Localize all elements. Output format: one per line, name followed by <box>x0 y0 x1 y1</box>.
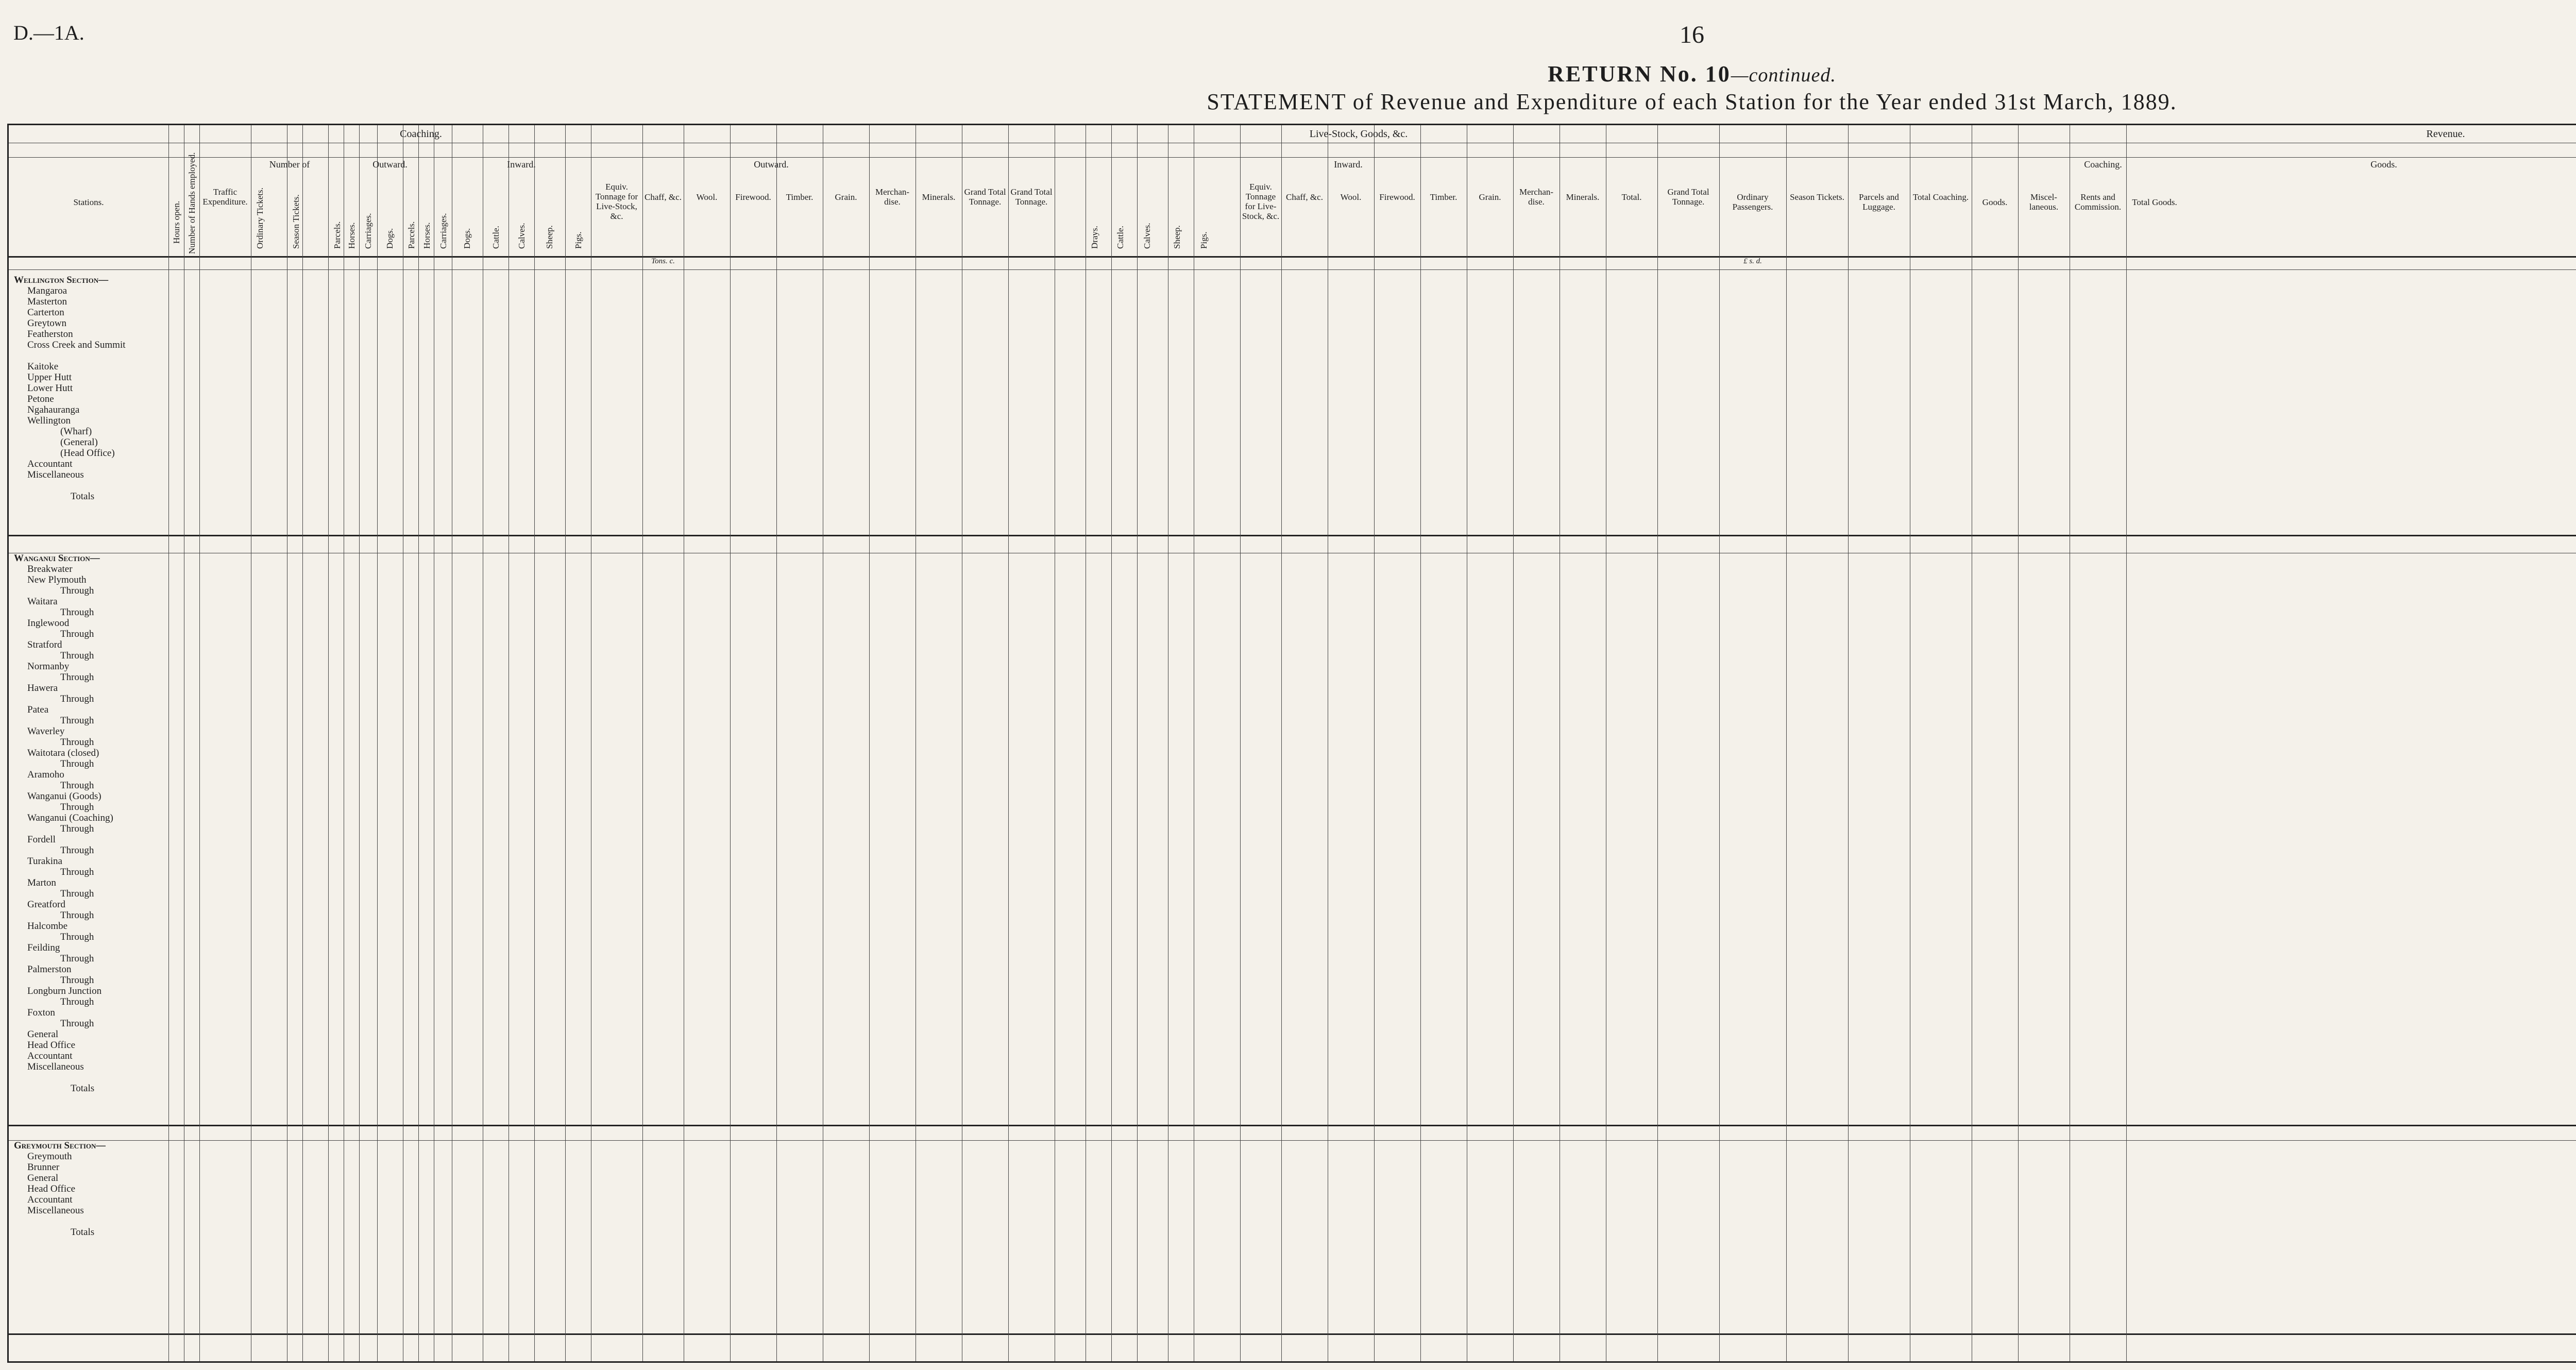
station-row: Totals <box>71 491 95 502</box>
total-goods-header: Total Goods. <box>2132 197 2177 207</box>
station-row: Through <box>60 888 94 899</box>
in-timber-header: Timber. <box>1430 192 1458 202</box>
section-0 <box>14 275 126 502</box>
station-row: Accountant <box>27 459 73 469</box>
station-row: Waitotara (closed) <box>27 748 99 758</box>
station-row: Wanganui Section— <box>14 553 100 564</box>
coaching-outward-header: Outward. <box>372 159 408 170</box>
station-row: Through <box>60 932 94 942</box>
page-number: 16 <box>1680 21 1704 48</box>
in-horses-header: Horses. <box>422 222 432 249</box>
coaching-inward-header: Inward. <box>507 159 536 170</box>
station-row: Turakina <box>27 856 62 867</box>
out-merchandise-header: Merchan-dise. <box>875 187 910 207</box>
out-wool-header: Wool. <box>696 192 718 202</box>
out-timber-header: Timber. <box>786 192 814 202</box>
station-row <box>14 1216 106 1227</box>
in-sheep-header: Sheep. <box>1172 225 1182 249</box>
station-row: (Wharf) <box>60 426 92 437</box>
out-carriages-header: Carriages. <box>363 213 373 249</box>
station-row: Totals <box>71 1083 95 1094</box>
goods-outward-header: Outward. <box>754 159 789 170</box>
revenue-expenditure-table <box>7 124 2576 1363</box>
in-total-header: Total. <box>1621 192 1642 202</box>
station-row: Greymouth <box>27 1151 72 1162</box>
unit-tons: Tons. c. <box>651 257 675 265</box>
station-row: Hawera <box>27 683 58 694</box>
ordinary-tickets-header: Ordinary Tickets. <box>255 188 265 249</box>
in-pigs-header: Pigs. <box>1199 231 1209 249</box>
station-row: Through <box>60 780 94 791</box>
out-equiv-tonnage-header: Equiv. Tonnage for Live-Stock, &c. <box>595 182 638 221</box>
station-row: General <box>27 1173 59 1183</box>
in-carriages-header: Carriages. <box>438 213 448 249</box>
station-row: Miscellaneous <box>27 1205 84 1216</box>
station-row: Waitara <box>27 596 58 607</box>
station-row: Marton <box>27 877 56 888</box>
station-row: Through <box>60 1018 94 1029</box>
return-title <box>0 61 2576 87</box>
page-header <box>0 0 2576 129</box>
station-row: Greatford <box>27 899 65 910</box>
traffic-expenditure-header: Traffic Expenditure. <box>202 187 248 207</box>
station-row <box>14 1072 113 1083</box>
station-row: Cross Creek and Summit <box>27 340 126 350</box>
rents-commission-header: Rents and Commission. <box>2074 192 2122 212</box>
out-horses-header: Horses. <box>347 222 357 249</box>
in-grain-header: Grain. <box>1479 192 1501 202</box>
station-row: Through <box>60 996 94 1007</box>
total-coaching-header: Total Coaching. <box>1912 192 1969 202</box>
station-row: Head Office <box>27 1040 76 1051</box>
station-row: Ngahauranga <box>27 404 80 415</box>
statement-title: STATEMENT of Revenue and Expenditure of each Station for the Year ended 31st March, 1889. <box>1207 89 2177 114</box>
station-row: Miscellaneous <box>27 469 84 480</box>
station-row: Carterton <box>27 307 64 318</box>
station-row: Wellington <box>27 415 71 426</box>
station-row: Through <box>60 867 94 877</box>
document-id: D.—1A. <box>13 21 84 44</box>
station-row: Inglewood <box>27 618 70 629</box>
station-row: Petone <box>27 394 54 404</box>
out-firewood-header: Firewood. <box>735 192 771 202</box>
return-title-text: RETURN No. 10 <box>1548 61 1731 87</box>
in-drays-header: Drays. <box>1090 226 1099 249</box>
coaching-group-header: Coaching. <box>400 128 442 140</box>
in-grand-total-tonnage-header: Grand Total Tonnage. <box>1667 187 1709 207</box>
out-sheep-header: Sheep. <box>545 225 554 249</box>
revenue-coaching-header: Coaching. <box>2084 159 2122 170</box>
station-row: Greymouth Section— <box>14 1140 106 1151</box>
out-calves-header: Calves. <box>517 223 527 249</box>
station-row: Greytown <box>27 318 66 329</box>
goods-inward-header: Inward. <box>1334 159 1363 170</box>
station-row: Lower Hutt <box>27 383 73 394</box>
station-row: General <box>27 1029 59 1040</box>
station-row: Through <box>60 672 94 683</box>
station-row: Wellington Section— <box>14 275 109 285</box>
unit-money: £ s. d. <box>1743 257 1762 265</box>
in-dogs-header: Dogs. <box>462 228 472 249</box>
station-row: Mangaroa <box>27 285 67 296</box>
in-parcels-header: Parcels. <box>406 221 416 249</box>
station-row: Palmerston <box>27 964 72 975</box>
station-row: Wanganui (Goods) <box>27 791 101 802</box>
stations-header: Stations. <box>73 197 104 207</box>
revenue-group-header: Revenue. <box>2426 128 2465 140</box>
out-dogs-header: Dogs. <box>385 228 395 249</box>
in-calves-header: Calves. <box>1142 223 1152 249</box>
out-grain-header: Grain. <box>835 192 857 202</box>
station-row: Feilding <box>27 942 60 953</box>
station-row: Upper Hutt <box>27 372 72 383</box>
station-row: Through <box>60 975 94 986</box>
parcels-luggage-header: Parcels and Luggage. <box>1859 192 1899 212</box>
livestock-goods-group-header: Live-Stock, Goods, &c. <box>1309 128 1408 140</box>
station-row: Waverley <box>27 726 65 737</box>
station-row: Accountant <box>27 1194 73 1205</box>
station-row: Stratford <box>27 639 62 650</box>
station-row: Miscellaneous <box>27 1061 84 1072</box>
station-row: Through <box>60 758 94 769</box>
out-minerals-header: Minerals. <box>922 192 956 202</box>
in-chaff-header: Chaff, &c. <box>1286 192 1323 202</box>
station-row: Totals <box>71 1227 95 1238</box>
station-row: Through <box>60 737 94 748</box>
in-minerals-header: Minerals. <box>1566 192 1600 202</box>
section-1 <box>14 553 113 1094</box>
station-row: Through <box>60 629 94 639</box>
station-row: Aramoho <box>27 769 64 780</box>
station-row: Through <box>60 650 94 661</box>
out-parcels-header: Parcels. <box>332 221 342 249</box>
section-2 <box>14 1140 106 1238</box>
return-title-suffix: —continued. <box>1731 64 1836 86</box>
in-merchandise-header: Merchan-dise. <box>1519 187 1554 207</box>
station-row: Fordell <box>27 834 56 845</box>
number-employed-header: Number of Hands employed. <box>187 152 197 254</box>
station-row: (General) <box>60 437 98 448</box>
station-row: Kaitoke <box>27 361 59 372</box>
station-row: Through <box>60 585 94 596</box>
station-row: Accountant <box>27 1051 73 1061</box>
station-row: Through <box>60 823 94 834</box>
station-row: Halcombe <box>27 921 68 932</box>
station-row: Longburn Junction <box>27 986 102 996</box>
in-cattle-header: Cattle. <box>1115 226 1125 249</box>
in-firewood-header: Firewood. <box>1379 192 1415 202</box>
station-row: Through <box>60 953 94 964</box>
station-row: Foxton <box>27 1007 55 1018</box>
station-row: (Head Office) <box>60 448 115 459</box>
station-row: Normanby <box>27 661 70 672</box>
miscellaneous-header: Miscel-laneous. <box>2029 192 2059 212</box>
station-row: Through <box>60 845 94 856</box>
in-wool-header: Wool. <box>1340 192 1362 202</box>
season-tickets-header: Season Tickets. <box>291 194 301 249</box>
hours-open-header: Hours open. <box>172 200 181 244</box>
station-row: Through <box>60 910 94 921</box>
station-row: Masterton <box>27 296 67 307</box>
station-row: Brunner <box>27 1162 60 1173</box>
ordinary-passengers-header: Ordinary Passengers. <box>1732 192 1773 212</box>
in-equiv-tonnage-header: Equiv. Tonnage for Live-Stock, &c. <box>1242 182 1280 221</box>
station-row: Through <box>60 607 94 618</box>
station-row: Head Office <box>27 1183 76 1194</box>
out-pigs-header: Pigs. <box>573 231 583 249</box>
number-of-header: Number of <box>269 159 310 170</box>
station-row: Through <box>60 802 94 813</box>
station-row: Through <box>60 694 94 704</box>
station-row <box>14 350 126 361</box>
station-row: Wanganui (Coaching) <box>27 813 113 823</box>
station-row: New Plymouth <box>27 574 87 585</box>
out-total-tonnage-header: Grand Total Tonnage. <box>964 187 1006 207</box>
out-chaff-header: Chaff, &c. <box>645 192 682 202</box>
goods-revenue-header: Goods. <box>1982 197 2008 207</box>
out-grand-total-tonnage-header: Grand Total Tonnage. <box>1010 187 1053 207</box>
station-row: Patea <box>27 704 49 715</box>
station-row: Breakwater <box>27 564 73 574</box>
season-tickets-revenue-header: Season Tickets. <box>1790 192 1844 202</box>
station-row <box>14 480 126 491</box>
revenue-goods-header: Goods. <box>2370 159 2397 170</box>
station-row: Through <box>60 715 94 726</box>
out-cattle-header: Cattle. <box>491 226 501 249</box>
station-row: Featherston <box>27 329 73 340</box>
